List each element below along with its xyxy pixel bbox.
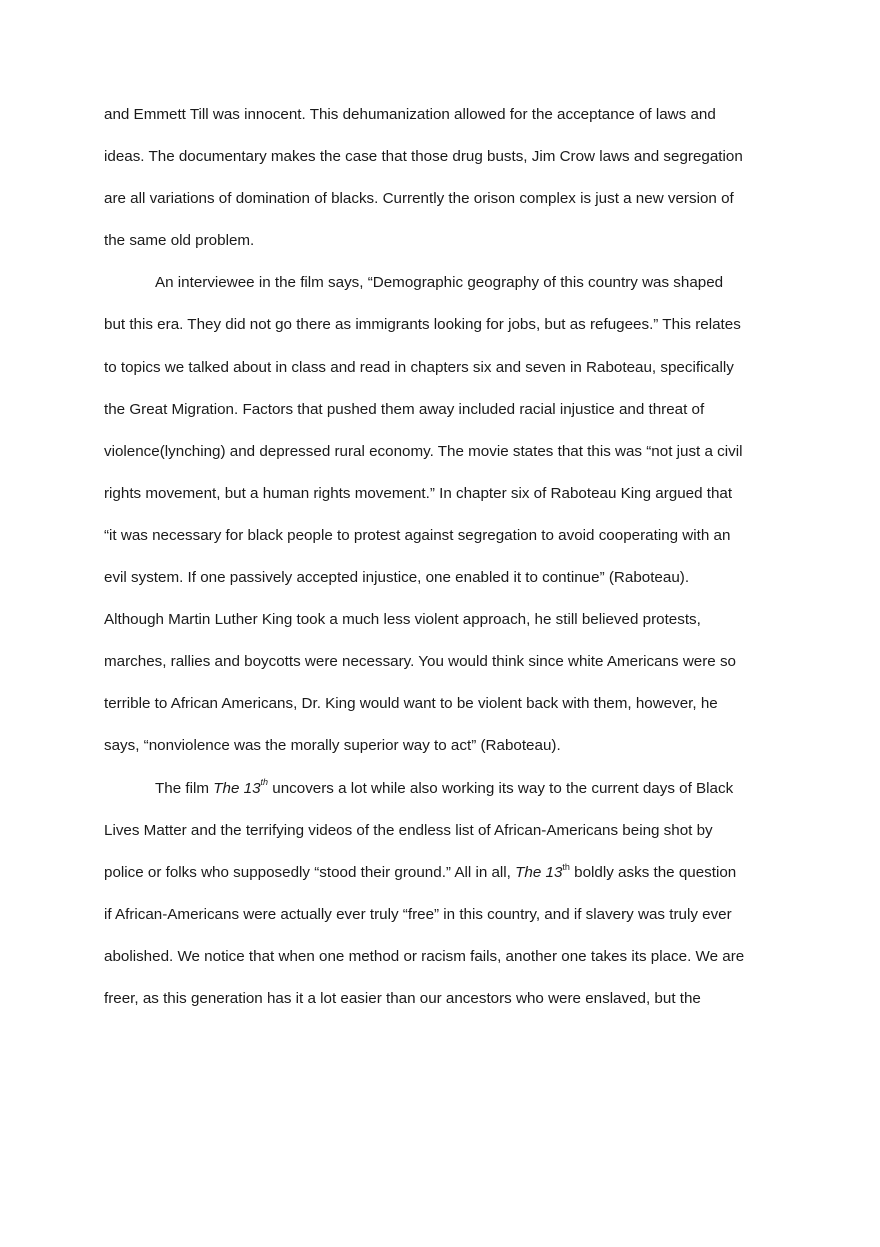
text-line [104, 520, 794, 562]
text-line [104, 99, 794, 141]
text-run: freer, as this generation has it a lot easier than our ancestors who were enslaved, but the [104, 989, 701, 1007]
text-run: but this era. They did not go there as immigrants looking for jobs, but as refugees.” This relates [104, 316, 741, 334]
text-line [104, 141, 794, 183]
text-line [104, 225, 794, 267]
text-run: “it was necessary for black people to protest against segregation to avoid cooperating with an [104, 526, 731, 544]
text-line [104, 815, 794, 857]
text-line [104, 646, 794, 688]
text-run: Lives Matter and the terrifying videos of the endless list of African-Americans being shot by [104, 821, 713, 839]
text-line [104, 773, 794, 815]
text-line [104, 436, 794, 478]
text-run: abolished. We notice that when one method or racism fails, another one takes its place. We are [104, 947, 745, 965]
text-run: the Great Migration. Factors that pushed them away included racial injustice and threat of [104, 400, 705, 418]
text-line [104, 857, 794, 899]
text-run: says, “nonviolence was the morally superior way to act” (Raboteau). [104, 737, 561, 755]
text-run: Although Martin Luther King took a much less violent approach, he still believed protests, [104, 611, 701, 629]
text-run: ideas. The documentary makes the case that those drug busts, Jim Crow laws and segregation [104, 148, 743, 166]
text-run: An interviewee in the film says, “Demographic geography of this country was shaped [155, 274, 724, 292]
document-body [104, 99, 794, 1025]
text-run: marches, rallies and boycotts were necessary. You would think since white Americans were so [104, 653, 736, 671]
text-line [104, 604, 794, 646]
italic-title: The 13 [515, 863, 563, 881]
text-run: rights movement, but a human rights movement.” In chapter six of Raboteau King argued that [104, 484, 733, 502]
text-run: police or folks who supposedly “stood their ground.” All in all, [104, 863, 516, 881]
text-run: the same old problem. [104, 232, 255, 250]
text-run: The film [155, 779, 214, 797]
text-line [104, 562, 794, 604]
text-line [104, 983, 794, 1025]
text-line [104, 352, 794, 394]
superscript: th [260, 777, 269, 788]
text-run: and Emmett Till was innocent. This dehumanization allowed for the acceptance of laws and [104, 106, 716, 123]
text-run: to topics we talked about in class and read in chapters six and seven in Raboteau, specifically [104, 358, 734, 376]
text-run: violence(lynching) and depressed rural economy. The movie states that this was “not just a civil [104, 442, 743, 460]
text-line [104, 309, 794, 351]
text-line [104, 478, 794, 520]
text-run: uncovers a lot while also working its way to the current days of Black [268, 779, 734, 797]
text-run: evil system. If one passively accepted injustice, one enabled it to continue” (Raboteau). [104, 569, 690, 587]
text-run: are all variations of domination of blacks. Currently the orison complex is just a new version of [104, 190, 734, 208]
italic-title: The 13 [213, 779, 261, 797]
text-run: if African-Americans were actually ever truly “free” in this country, and if slavery was truly ever [104, 905, 732, 923]
text-line [104, 183, 794, 225]
text-line [104, 267, 794, 309]
text-run: boldly asks the question [569, 863, 737, 881]
text-line [104, 394, 794, 436]
superscript: th [562, 861, 570, 872]
text-line [104, 730, 794, 772]
text-run: terrible to African Americans, Dr. King would want to be violent back with them, however, he [104, 695, 718, 713]
text-line [104, 899, 794, 941]
text-line [104, 941, 794, 983]
text-line [104, 688, 794, 730]
